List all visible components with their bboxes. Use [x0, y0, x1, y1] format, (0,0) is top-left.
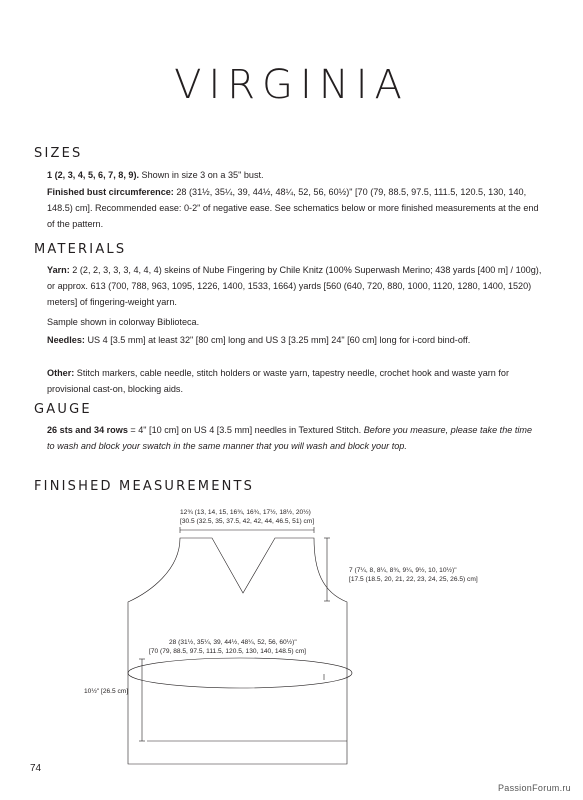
other-label: Other: [47, 368, 75, 378]
gauge-bold: 26 sts and 34 rows [47, 425, 128, 435]
gauge-heading: GAUGE [34, 402, 92, 417]
gauge-text: = 4" [10 cm] on US 4 [3.5 mm] needles in Textured Stitch. [127, 425, 364, 435]
needles-text: US 4 [3.5 mm] at least 32" [80 cm] long and US 3 [3.25 mm] 24" [60 cm] long for i-cord bind-off. [84, 335, 471, 345]
sizes-heading: SIZES [34, 146, 83, 161]
top-width-label [180, 508, 314, 526]
bust-label-schematic [149, 638, 306, 656]
top-width-cm: [30.5 (32.5, 35, 37.5, 42, 42, 44, 46.5, 51) cm] [180, 518, 315, 525]
gauge-italic: Before you measure, please take the time to wash and block your swatch in the same manner that you will wash and block your top. [47, 425, 533, 451]
top-width-inches: 12¾ (13, 14, 15, 16¾, 16¾, 17½, 18½, 20½) [180, 509, 311, 516]
bust-label: Finished bust circumference: [47, 187, 174, 197]
finished-heading: FINISHED MEASUREMENTS [34, 479, 255, 494]
materials-heading: MATERIALS [34, 242, 127, 257]
bust-ellipse [128, 658, 352, 688]
needles-label: Needles: [47, 335, 85, 345]
armhole-cm: [17.5 (18.5, 20, 21, 22, 23, 24, 25, 26.5) cm] [349, 576, 478, 583]
length-label: 10½" [26.5 cm] [84, 688, 129, 695]
watermark: PassionForum.ru [497, 783, 571, 793]
armhole-label [349, 566, 478, 584]
sizes-rest: Shown in size 3 on a 35" bust. [139, 170, 264, 180]
other-text: Stitch markers, cable needle, stitch holders or waste yarn, tapestry needle, crochet hook and waste yarn for provisional cast-on, blocking aids. [47, 368, 509, 394]
bust-inches: 28 (31½, 35¼, 39, 44½, 48¼, 52, 56, 60½)" [169, 639, 297, 646]
bust-text: 28 (31½, 35¼, 39, 44½, 48¼, 52, 56, 60½)" [70 (79, 88.5, 97.5, 111.5, 120.5, 130, 140, 148.5) cm]. Recommended ease: 0-2" of negative ease. See schematics below or more finished measurements at the end of the pattern. [47, 187, 539, 229]
yarn-label: Yarn: [47, 265, 70, 275]
page-title: VIRGINIA [174, 62, 409, 108]
bust-cm: [70 (79, 88.5, 97.5, 111.5, 120.5, 130, 140, 148.5) cm] [149, 648, 307, 655]
yarn-text: 2 (2, 2, 3, 3, 3, 4, 4, 4) skeins of Nube Fingering by Chile Knitz (100% Superwash Merino; 438 yards [400 m] / 100g), or approx. 613 (700, 788, 963, 1095, 1226, 1400, 1533, 1664) yards [560 (640, 720, 880, 1000, 1120, 1280, 1400, 1520) meters] of fingering-weight yarn. [47, 265, 542, 307]
page-number: 74 [30, 763, 42, 774]
sizes-bold: 1 (2, 3, 4, 5, 6, 7, 8, 9). [47, 170, 139, 180]
sample-paragraph: Sample shown in colorway Biblioteca. [47, 317, 200, 327]
armhole-inches: 7 (7¼, 8, 8¼, 8¾, 9¼, 9½, 10, 10½)" [349, 567, 457, 574]
